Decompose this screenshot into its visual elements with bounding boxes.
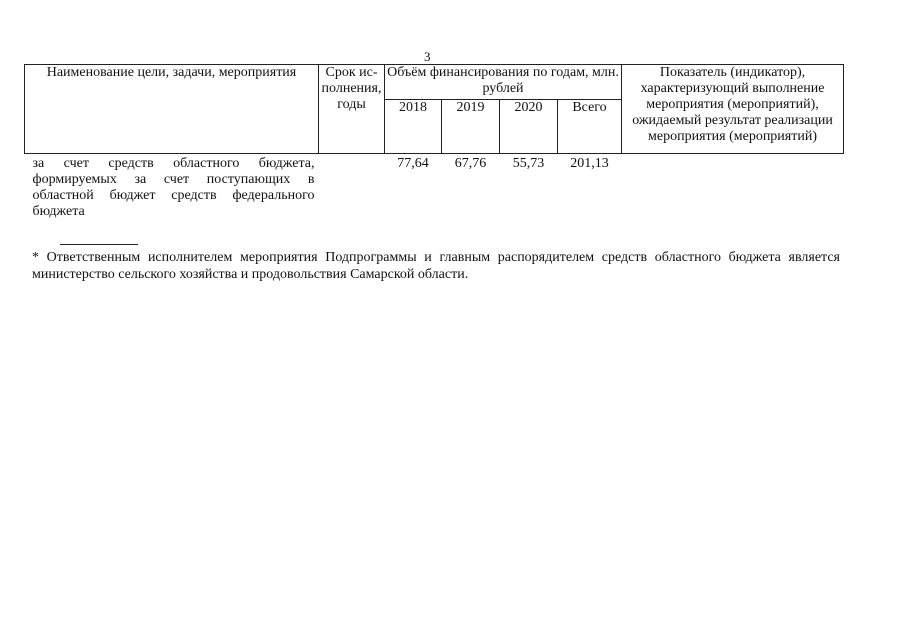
row-name: за счет средств областного бюджета, формируемых за счет поступающих в областной бюджет средств федерального бюджета xyxy=(32,156,315,219)
header-total: Всего xyxy=(558,100,622,154)
page-number: 3 xyxy=(424,49,431,64)
value-2020: 55,73 xyxy=(512,156,545,171)
header-year-2019: 2019 xyxy=(442,100,500,154)
row-term xyxy=(319,154,385,221)
footnote-separator xyxy=(60,244,138,245)
header-name: Наименование цели, задачи, мероприятия xyxy=(25,65,319,154)
financing-table xyxy=(24,64,844,220)
header-year-2018: 2018 xyxy=(385,100,442,154)
table-row xyxy=(25,154,844,221)
value-2019: 67,76 xyxy=(454,156,487,171)
row-indicator xyxy=(622,154,844,221)
header-financing: Объём финансирования по годам, млн. рублей xyxy=(385,65,622,100)
header-year-2020: 2020 xyxy=(500,100,558,154)
header-term: Срок ис-полнения, годы xyxy=(319,65,385,154)
value-2018: 77,64 xyxy=(397,156,429,171)
header-indicator: Показатель (индикатор), характеризующий выполнение мероприятия (мероприятий), ожидаемый результат реализации мероприятия (мероприятий) xyxy=(622,65,844,154)
footnote: * Ответственным исполнителем мероприятия Подпрограммы и главным распорядителем средств областного бюджета является министерство сельского хозяйства и продовольствия Самарской области. xyxy=(32,250,840,282)
value-total: 201,13 xyxy=(570,156,609,171)
